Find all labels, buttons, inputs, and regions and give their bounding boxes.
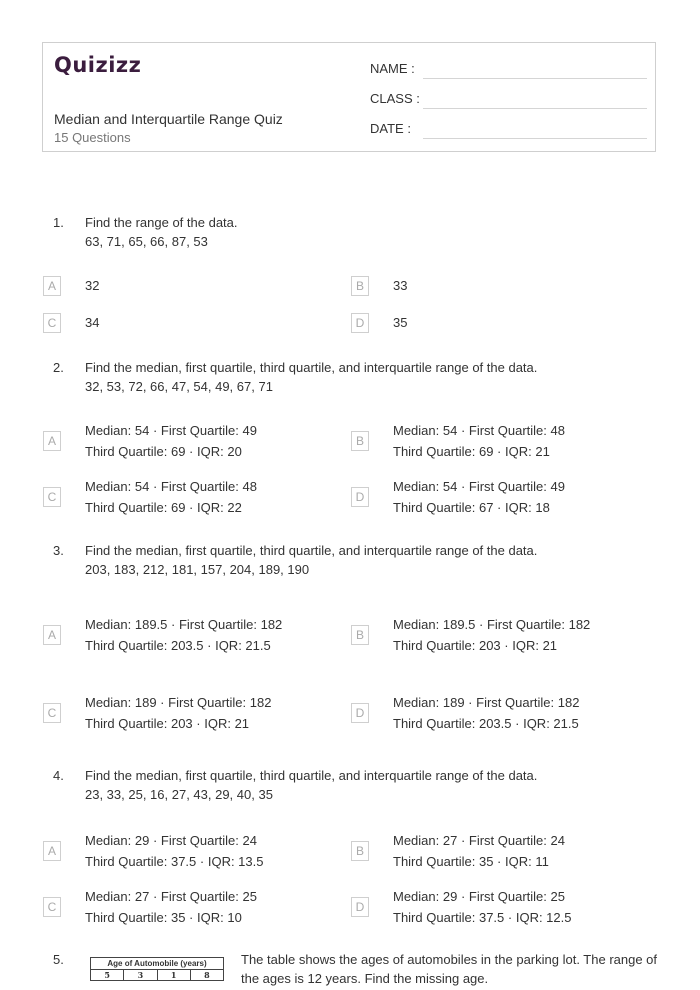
table-cell: 8 bbox=[204, 970, 210, 980]
option-d: Median: 54 · First Quartile: 49 Third Quartile: 67 · IQR: 18 bbox=[393, 479, 565, 515]
option-badge-b: B bbox=[351, 841, 369, 861]
option-badge-a: A bbox=[43, 276, 61, 296]
option-b: Median: 27 · First Quartile: 24 Third Quartile: 35 · IQR: 11 bbox=[393, 833, 565, 869]
option-c: Median: 189 · First Quartile: 182 Third Quartile: 203 · IQR: 21 bbox=[85, 695, 272, 731]
option-badge-c: C bbox=[43, 897, 61, 917]
question-number: 2. bbox=[53, 360, 64, 375]
option-badge-c: C bbox=[43, 703, 61, 723]
option-d: 35 bbox=[393, 315, 408, 330]
option-badge-b: B bbox=[351, 431, 369, 451]
option-c: Median: 54 · First Quartile: 48 Third Quartile: 69 · IQR: 22 bbox=[85, 479, 257, 515]
name-line bbox=[423, 78, 647, 79]
ages-table-row bbox=[91, 970, 223, 980]
option-badge-a: A bbox=[43, 841, 61, 861]
question-text: The table shows the ages of automobiles in the parking lot. The range of the ages is 12 years. Find the missing age. bbox=[241, 952, 658, 986]
option-badge-d: D bbox=[351, 487, 369, 507]
option-c: 34 bbox=[85, 315, 100, 330]
option-a: Median: 189.5 · First Quartile: 182 Third Quartile: 203.5 · IQR: 21.5 bbox=[85, 617, 283, 653]
ages-table bbox=[90, 957, 224, 981]
option-b: 33 bbox=[393, 278, 408, 293]
question-number: 3. bbox=[53, 543, 64, 558]
option-badge-d: D bbox=[351, 703, 369, 723]
question-count: 15 Questions bbox=[54, 130, 131, 145]
option-badge-a: A bbox=[43, 625, 61, 645]
table-cell: 5 bbox=[91, 970, 124, 980]
date-line bbox=[423, 138, 647, 139]
option-badge-a: A bbox=[43, 431, 61, 451]
worksheet-header bbox=[42, 42, 656, 152]
option-badge-b: B bbox=[351, 276, 369, 296]
option-a: Median: 29 · First Quartile: 24 Third Quartile: 37.5 · IQR: 13.5 bbox=[85, 833, 264, 869]
option-badge-c: C bbox=[43, 313, 61, 333]
option-badge-b: B bbox=[351, 625, 369, 645]
name-label: NAME : bbox=[370, 61, 415, 76]
option-d: Median: 189 · First Quartile: 182 Third Quartile: 203.5 · IQR: 21.5 bbox=[393, 695, 580, 731]
question-number: 5. bbox=[53, 952, 64, 967]
question-number: 1. bbox=[53, 215, 64, 230]
question-text: Find the median, first quartile, third quartile, and interquartile range of the data. 23, 33, 25, 16, 27, 43, 29, 40, 35 bbox=[85, 768, 538, 802]
question-text: Find the median, first quartile, third quartile, and interquartile range of the data. 32, 53, 72, 66, 47, 54, 49, 67, 71 bbox=[85, 360, 538, 394]
question-number: 4. bbox=[53, 768, 64, 783]
option-b: Median: 54 · First Quartile: 48 Third Quartile: 69 · IQR: 21 bbox=[393, 423, 565, 459]
question-text: Find the range of the data. 63, 71, 65, 66, 87, 53 bbox=[85, 215, 238, 249]
date-label: DATE : bbox=[370, 121, 411, 136]
option-b: Median: 189.5 · First Quartile: 182 Third Quartile: 203 · IQR: 21 bbox=[393, 617, 591, 653]
quizizz-logo: Quizizz bbox=[54, 53, 142, 77]
class-line bbox=[423, 108, 647, 109]
option-d: Median: 29 · First Quartile: 25 Third Quartile: 37.5 · IQR: 12.5 bbox=[393, 889, 572, 925]
option-c: Median: 27 · First Quartile: 25 Third Quartile: 35 · IQR: 10 bbox=[85, 889, 257, 925]
option-badge-c: C bbox=[43, 487, 61, 507]
option-badge-d: D bbox=[351, 897, 369, 917]
option-a: Median: 54 · First Quartile: 49 Third Quartile: 69 · IQR: 20 bbox=[85, 423, 257, 459]
ages-table-header: Age of Automobile (years) bbox=[91, 958, 223, 970]
table-cell: 3 bbox=[124, 970, 157, 980]
option-badge-d: D bbox=[351, 313, 369, 333]
table-cell: 1 bbox=[158, 970, 191, 980]
class-label: CLASS : bbox=[370, 91, 420, 106]
question-text: Find the median, first quartile, third quartile, and interquartile range of the data. 203, 183, 212, 181, 157, 204, 189, 190 bbox=[85, 543, 538, 577]
option-a: 32 bbox=[85, 278, 100, 293]
quiz-title: Median and Interquartile Range Quiz bbox=[54, 111, 283, 127]
